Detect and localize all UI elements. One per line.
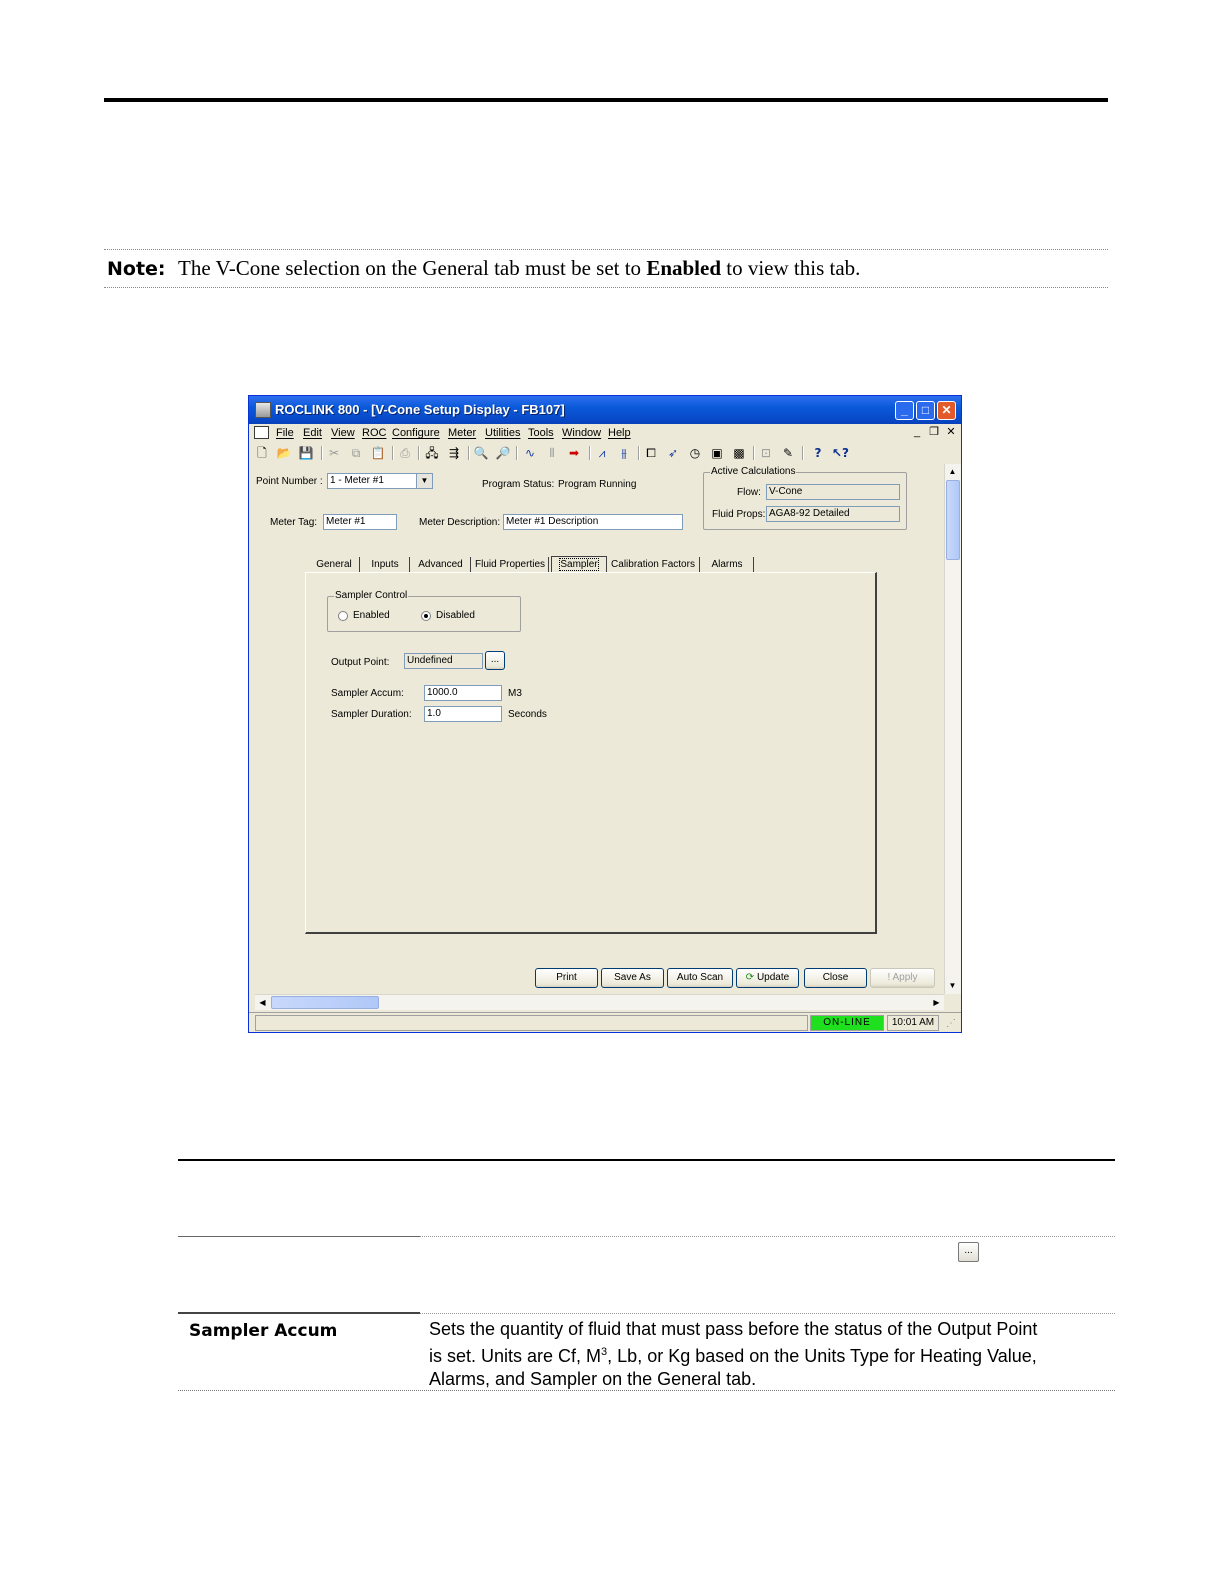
copy-icon[interactable]: ⧉ [351, 446, 361, 460]
menu-help[interactable]: Help [608, 427, 631, 439]
scroll-up-icon[interactable]: ▲ [948, 467, 957, 476]
tab-alarms[interactable]: Alarms [701, 557, 754, 572]
enabled-radio-label: Enabled [353, 610, 390, 621]
menu-utilities[interactable]: Utilities [485, 427, 521, 439]
chevron-down-icon[interactable]: ▼ [416, 474, 432, 488]
toolbar [249, 443, 961, 463]
menu-bar [249, 424, 961, 443]
meter-description-label: Meter Description: [419, 517, 501, 528]
app-icon [255, 402, 271, 418]
fluid-props-value: AGA8-92 Detailed [766, 506, 900, 522]
meter-tag-label: Meter Tag: [270, 517, 318, 528]
param-desc-superscript: 3 [601, 1346, 608, 1358]
open-folder-icon[interactable]: 📂 [276, 446, 292, 460]
header-rule [104, 98, 1108, 102]
auto-scan-button[interactable]: Auto Scan [667, 968, 733, 988]
resize-grip-icon[interactable]: ⋰ [946, 1018, 956, 1029]
note-label: Note: [107, 258, 166, 280]
chart-icon[interactable]: ⊡ [760, 446, 772, 460]
context-help-icon[interactable]: ↖? [832, 446, 850, 460]
table-row-rule-left [178, 1236, 420, 1237]
roclink-window [248, 395, 962, 1033]
sampler-control-title: Sampler Control [335, 590, 408, 601]
meter-description-input[interactable]: Meter #1 Description [503, 514, 683, 530]
mdi-minimize-button[interactable]: _ [913, 426, 921, 438]
mdi-close-button[interactable]: ✕ [946, 426, 956, 438]
toolbar-separator [589, 446, 591, 460]
note-emphasis: Enabled [646, 256, 722, 280]
toolbar-separator [638, 446, 640, 460]
output-point-label: Output Point: [331, 657, 390, 668]
table-row-rule-right [420, 1236, 1115, 1237]
tab-fluid-properties[interactable]: Fluid Properties [472, 557, 549, 572]
active-calculations-title: Active Calculations [711, 466, 796, 477]
clock-icon[interactable]: ◷ [689, 446, 701, 460]
toolbar-separator [392, 446, 394, 460]
flag-icon[interactable]: ➶ [667, 446, 679, 460]
menu-file[interactable]: File [276, 427, 294, 439]
tab-calibration-factors[interactable]: Calibration Factors [607, 557, 700, 572]
output-point-browse-button[interactable]: ... [485, 651, 505, 670]
save-icon[interactable]: 💾 [298, 446, 314, 460]
tab-inputs[interactable]: Inputs [361, 557, 410, 572]
sampler-accum-label: Sampler Accum: [331, 688, 404, 699]
status-time: 10:01 AM [887, 1015, 939, 1031]
tab-sampler[interactable] [551, 556, 607, 573]
update-button[interactable] [736, 968, 799, 988]
monitor-icon[interactable]: ▣ [711, 446, 723, 460]
zoom-in-icon[interactable]: 🔍 [473, 446, 489, 460]
new-file-icon[interactable]: 🗋 [257, 446, 267, 460]
online-status: ON-LINE [810, 1015, 884, 1031]
sampler-accum-input[interactable]: 1000.0 [424, 685, 502, 701]
menu-window[interactable]: Window [562, 427, 602, 439]
update-button-label: Update [756, 972, 790, 983]
toolbar-separator [516, 446, 518, 460]
param-desc-line2-pre: is set. Units are Cf, M [429, 1346, 602, 1366]
toolbar-separator [753, 446, 755, 460]
mdi-restore-button[interactable]: ❐ [929, 426, 939, 438]
param-description [429, 1318, 1109, 1391]
meter-run-icon[interactable]: ⫵ [621, 446, 627, 460]
disabled-radio[interactable] [421, 611, 431, 621]
active-calculations-group [703, 466, 907, 530]
sampler-accum-unit: M3 [508, 688, 522, 699]
enabled-radio[interactable] [338, 611, 348, 621]
meter-icon[interactable]: ⩘ [598, 446, 606, 460]
tab-general[interactable]: General [309, 557, 360, 572]
help-icon[interactable]: ? [814, 446, 822, 460]
apply-button[interactable] [870, 968, 935, 988]
minimize-button[interactable]: _ [895, 401, 914, 420]
menu-roc[interactable]: ROC [362, 427, 387, 439]
menu-configure[interactable]: Configure [392, 427, 440, 439]
sampler-control-group [327, 590, 521, 632]
paste-icon[interactable]: 📋 [370, 446, 386, 460]
toolbar-separator [418, 446, 420, 460]
refresh-icon: ⟳ [745, 972, 757, 983]
document-icon [254, 426, 269, 439]
connect-icon[interactable]: 🖧 [425, 446, 439, 460]
note-text-after: to view this tab. [726, 256, 861, 280]
print-icon[interactable]: ⎙ [400, 446, 410, 460]
table-top-rule [178, 1159, 1115, 1161]
table-row-rule-right-2 [420, 1313, 1115, 1314]
exclamation-icon: ! [887, 972, 893, 983]
horizontal-scroll-thumb[interactable] [271, 996, 379, 1009]
menu-view[interactable]: View [331, 427, 355, 439]
disabled-radio-label: Disabled [436, 610, 475, 621]
tab-sampler-label: Sampler [560, 559, 598, 570]
sampler-duration-label: Sampler Duration: [331, 709, 412, 720]
horizontal-scrollbar[interactable] [255, 994, 944, 1010]
param-name-sampler-accum: Sampler Accum [189, 1321, 338, 1341]
note-text-before: The V-Cone selection on the General tab must be set to [178, 256, 642, 280]
alarm-icon[interactable]: ➡ [568, 446, 580, 460]
io-icon[interactable]: ⫴ [549, 446, 555, 460]
tab-advanced[interactable]: Advanced [411, 557, 471, 572]
note-bottom-rule [104, 287, 1108, 288]
toolbar-separator [321, 446, 323, 460]
status-message-cell [255, 1015, 808, 1031]
table-row-rule-left-2 [178, 1312, 420, 1314]
trend-icon[interactable]: ∿ [524, 446, 536, 460]
close-button[interactable]: Close [804, 968, 867, 988]
sampler-duration-unit: Seconds [508, 709, 547, 720]
param-desc-line1: Sets the quantity of fluid that must pass before the status of the Output Point [429, 1319, 1038, 1339]
note-text [178, 256, 860, 281]
monitor2-icon[interactable]: ▩ [733, 446, 745, 460]
toolbar-separator [468, 446, 470, 460]
sampler-duration-input[interactable]: 1.0 [424, 706, 502, 722]
menu-meter[interactable]: Meter [448, 427, 477, 439]
status-bar [249, 1012, 961, 1033]
meter-tag-input[interactable]: Meter #1 [323, 514, 397, 530]
vertical-scrollbar[interactable] [944, 464, 961, 994]
scroll-right-icon[interactable]: ▶ [933, 998, 940, 1007]
param-desc-line2 [429, 1341, 1109, 1368]
menu-tools[interactable]: Tools [528, 427, 554, 439]
save-as-button[interactable]: Save As [601, 968, 664, 988]
point-number-label: Point Number : [256, 476, 323, 487]
output-point-value: Undefined [404, 653, 483, 669]
window-title: ROCLINK 800 - [V-Cone Setup Display - FB107] [275, 402, 565, 417]
vertical-scroll-thumb[interactable] [946, 480, 960, 560]
toolbar-separator [802, 446, 804, 460]
display-icon[interactable]: ⧠ [646, 446, 656, 460]
fluid-props-label: Fluid Props: [712, 509, 766, 520]
menu-edit[interactable]: Edit [303, 427, 322, 439]
param-desc-line2-post: , Lb, or Kg based on the Units Type for Heating Value, [607, 1346, 1037, 1366]
close-window-button[interactable]: ✕ [937, 401, 956, 420]
title-bar[interactable] [249, 396, 961, 424]
flow-label: Flow: [737, 487, 761, 498]
program-status-value: Program Running [558, 479, 637, 490]
zoom-out-icon[interactable]: 🔎 [495, 446, 511, 460]
sampler-tab-panel [305, 572, 877, 934]
apply-button-label: Apply [892, 972, 918, 983]
param-desc-line3: Alarms, and Sampler on the General tab. [429, 1369, 757, 1389]
browse-button-image: ... [958, 1242, 979, 1262]
cut-icon[interactable]: ✂ [328, 446, 340, 460]
direct-connect-icon[interactable]: ⇶ [448, 446, 460, 460]
scroll-left-icon[interactable]: ◀ [259, 998, 266, 1007]
scroll-down-icon[interactable]: ▼ [948, 981, 957, 990]
flow-value: V-Cone [766, 484, 900, 500]
program-status-label: Program Status: [482, 479, 555, 490]
maximize-button[interactable]: □ [916, 401, 935, 420]
point-number-value: 1 - Meter #1 [330, 475, 384, 486]
edit-report-icon[interactable]: ✎ [782, 446, 794, 460]
print-button[interactable]: Print [535, 968, 598, 988]
note-top-rule [104, 249, 1108, 250]
table-bottom-rule [178, 1390, 1115, 1391]
point-number-select[interactable] [327, 473, 433, 489]
